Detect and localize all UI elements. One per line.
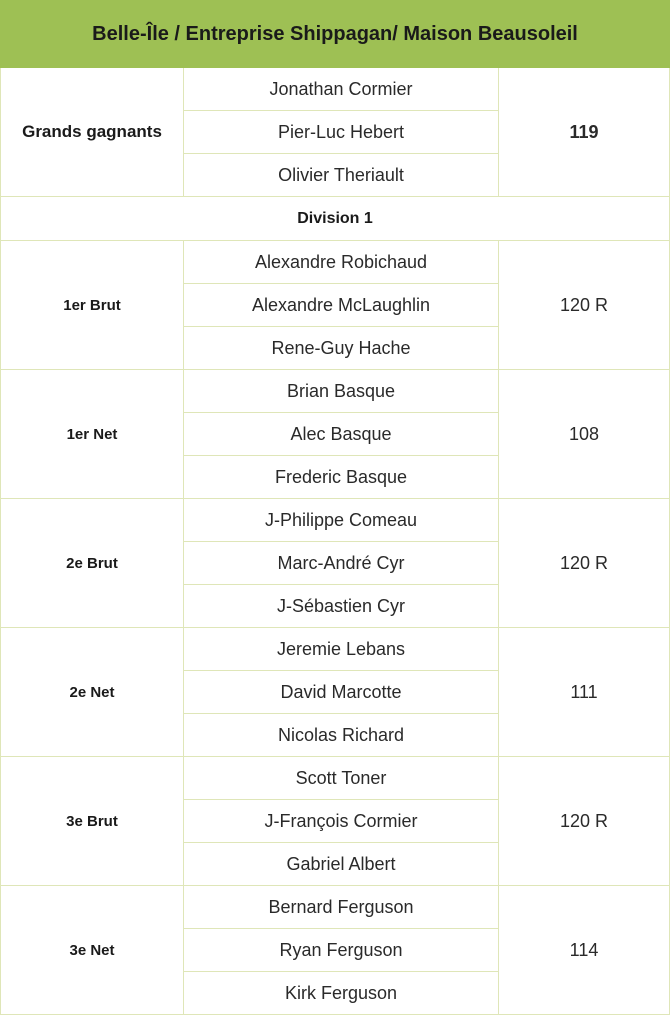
table-title: Belle-Île / Entreprise Shippagan/ Maison Beausoleil <box>1 1 670 68</box>
category-row <box>1 628 670 671</box>
category-label: 3e Brut <box>1 757 184 886</box>
grand-winners-score: 119 <box>499 68 670 197</box>
player-name: J-François Cormier <box>184 800 499 843</box>
division-label: Division 1 <box>1 197 670 241</box>
header-row <box>1 1 670 68</box>
player-name: Jonathan Cormier <box>184 68 499 111</box>
player-name: Alexandre Robichaud <box>184 241 499 284</box>
player-name: Bernard Ferguson <box>184 886 499 929</box>
category-score: 120 R <box>499 757 670 886</box>
category-row <box>1 370 670 413</box>
player-name: J-Philippe Comeau <box>184 499 499 542</box>
player-name: J-Sébastien Cyr <box>184 585 499 628</box>
player-name: Brian Basque <box>184 370 499 413</box>
player-name: Rene-Guy Hache <box>184 327 499 370</box>
category-label: 1er Brut <box>1 241 184 370</box>
category-label: 2e Net <box>1 628 184 757</box>
category-row <box>1 499 670 542</box>
player-name: Frederic Basque <box>184 456 499 499</box>
category-label: 1er Net <box>1 370 184 499</box>
category-score: 108 <box>499 370 670 499</box>
category-score: 120 R <box>499 499 670 628</box>
player-name: Jeremie Lebans <box>184 628 499 671</box>
category-row <box>1 241 670 284</box>
player-name: Scott Toner <box>184 757 499 800</box>
player-name: Alexandre McLaughlin <box>184 284 499 327</box>
category-row <box>1 886 670 929</box>
player-name: Pier-Luc Hebert <box>184 111 499 154</box>
player-name: Olivier Theriault <box>184 154 499 197</box>
results-table-body <box>1 1 670 1015</box>
player-name: Marc-André Cyr <box>184 542 499 585</box>
category-score: 120 R <box>499 241 670 370</box>
player-name: Gabriel Albert <box>184 843 499 886</box>
category-score: 114 <box>499 886 670 1015</box>
player-name: Nicolas Richard <box>184 714 499 757</box>
player-name: Alec Basque <box>184 413 499 456</box>
grand-winners-row <box>1 68 670 111</box>
player-name: David Marcotte <box>184 671 499 714</box>
player-name: Ryan Ferguson <box>184 929 499 972</box>
division-row <box>1 197 670 241</box>
player-name: Kirk Ferguson <box>184 972 499 1015</box>
category-label: 3e Net <box>1 886 184 1015</box>
grand-winners-label: Grands gagnants <box>1 68 184 197</box>
category-row <box>1 757 670 800</box>
category-label: 2e Brut <box>1 499 184 628</box>
category-score: 111 <box>499 628 670 757</box>
